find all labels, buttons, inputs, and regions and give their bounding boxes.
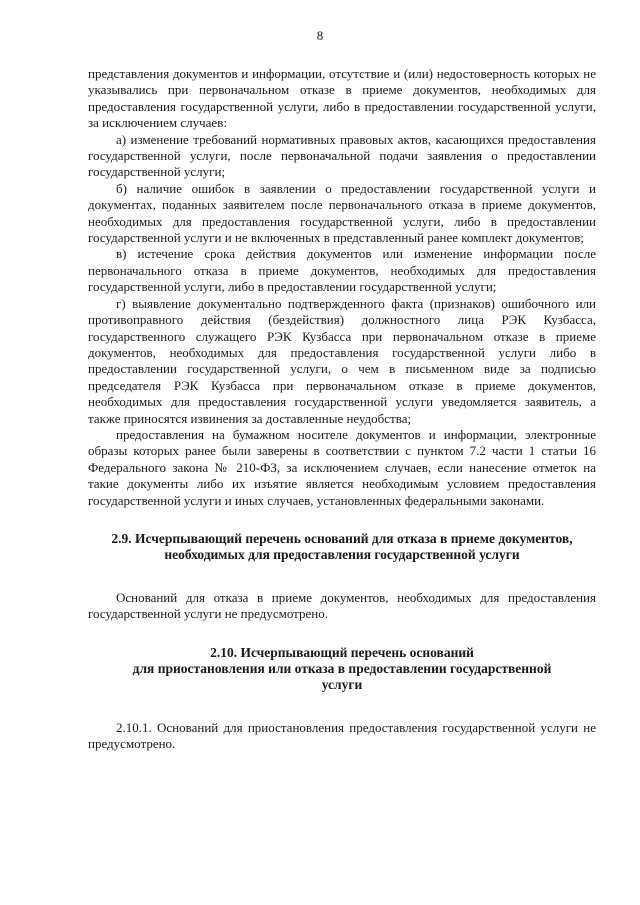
list-item-g: г) выявление документально подтвержденного факта (признаков) ошибочного или противоправного действия (бездействия) должностного лица РЭК Кузбасса, государственного служащего РЭК Кузбасса при первоначальном отказе в приеме документов, необходимых для предоставления государственной услуги либо в предоставлении государственной услуги, о чем в письменном виде за подписью председателя РЭК Кузбасса при первоначальном отказе в приеме документов, необходимых для предоставления государственной услуги уведомляется заявитель, а также приносятся извинения за доставленные неудобства; [88,295,596,426]
section-2-10-heading-line: для приостановления или отказа в предоставлении государственной [132,661,552,676]
section-2-10-heading-line: услуги [321,677,363,693]
list-item-v: в) истечение срока действия документов или изменение информации после первоначального отказа в приеме документов, необходимых для предоставления государственной услуги, либо в предоставлении государственной услуги; [88,246,596,295]
section-2-9-body: Оснований для отказа в приеме документов, необходимых для предоставления государственной услуги не предусмотрено. [88,589,596,622]
page-body [88,66,596,753]
paragraph-paper-documents: предоставления на бумажном носителе документов и информации, электронные образы которых ранее были заверены в соответствии с пунктом 7.2 части 1 статьи 16 Федерального закона № 210-ФЗ, за исключением случаев, если нанесение отметок на такие документы либо их изъятие является необходимым условием предоставления государственной услуги и иных случаев, установленных федеральными законами. [88,426,596,508]
list-item-b: б) наличие ошибок в заявлении о предоставлении государственной услуги и документах, поданных заявителем после первоначального отказа в приеме документов, необходимых для предоставления государственной услуги, либо в предоставлении государственной услуги и не включенных в представленный ранее комплект документов; [88,180,596,246]
paragraph-continuation: представления документов и информации, отсутствие и (или) недостоверность которых не указывались при первоначальном отказе в приеме документов, необходимых для предоставления государственной услуги, либо в предоставлении государственной услуги, за исключением случаев: [88,66,596,131]
section-2-10-heading [88,645,596,694]
section-2-10-body: 2.10.1. Оснований для приостановления предоставления государственной услуги не предусмотрено. [88,719,596,752]
list-item-a: а) изменение требований нормативных правовых актов, касающихся предоставления государственной услуги, после первоначальной подачи заявления о предоставлении государственной услуги; [88,131,596,180]
section-2-9-heading: 2.9. Исчерпывающий перечень оснований для отказа в приеме документов, необходимых для предоставления государственной услуги [111,530,573,563]
page-number: 8 [316,28,324,43]
section-2-10-heading-line: 2.10. Исчерпывающий перечень оснований [210,644,474,660]
